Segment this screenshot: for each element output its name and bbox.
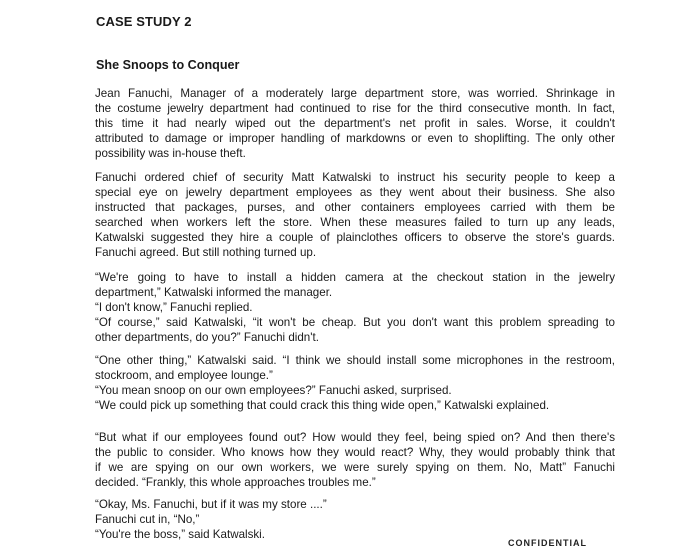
paragraph-line: department,” Katwalski informed the manager.	[95, 286, 333, 300]
paragraph-line: “You're the boss,” said Katwalski.	[95, 528, 265, 542]
paragraph-line: “Okay, Ms. Fanuchi, but if it was my store ....”	[95, 498, 327, 511]
paragraph-line: Fanuchi ordered chief of security Matt Katwalski to instruct his security people to keep a	[95, 171, 615, 184]
paragraph-line: the costume jewelry department had continued to rise for the third consecutive month. In fact,	[95, 102, 615, 116]
paragraph-line: attributed to damage or improper handling of markdowns or even to shoplifting. The only other	[95, 132, 615, 146]
paragraph-line: decided. “Frankly, this whole approaches troubles me.”	[95, 476, 376, 490]
paragraph-line: special eye on jewelry department employees as they went about their business. She also	[95, 186, 615, 200]
paragraph-line: “We could pick up something that could crack this thing wide open,” Katwalski explained.	[95, 399, 550, 413]
paragraph-line: possibility was in-house theft.	[95, 147, 246, 161]
paragraph-line: Fanuchi agreed. But still nothing turned up.	[95, 246, 317, 260]
paragraph-line: the public to consider. Who knows how they would react? Why, they would probably think that	[95, 446, 615, 460]
paragraph-line: stockroom, and employee lounge.”	[95, 369, 273, 383]
paragraph-line: “We're going to have to install a hidden camera at the checkout station in the jewelry	[95, 271, 615, 284]
paragraph-line: “You mean snoop on our own employees?” Fanuchi asked, surprised.	[95, 384, 452, 398]
paragraph-line: Katwalski suggested they hire a couple of plainclothes officers to observe the store's guards.	[95, 231, 615, 245]
paragraph-line: searched when workers left the store. When these measures failed to turn up any leads,	[95, 216, 615, 230]
paragraph-2	[95, 170, 615, 261]
paragraph-line: “One other thing,” Katwalski said. “I think we should install some microphones in the restroom,	[95, 354, 615, 367]
paragraph-line: Fanuchi cut in, “No,”	[95, 513, 200, 527]
paragraph-line: “But what if our employees found out? How would they feel, being spied on? And then there's	[95, 431, 615, 444]
paragraph-3	[95, 270, 615, 345]
footer-confidential-mark: CONFIDENTIAL	[508, 538, 587, 548]
paragraph-line: “Of course,” said Katwalski, “it won't be cheap. But you don't want this problem spreading to	[95, 316, 615, 330]
case-study-label: CASE STUDY 2	[96, 14, 192, 29]
paragraph-1	[95, 86, 615, 161]
story-title: She Snoops to Conquer	[96, 58, 240, 72]
paragraph-line: other departments, do you?” Fanuchi didn't.	[95, 331, 319, 345]
paragraph-6	[95, 497, 615, 542]
paragraph-line: this time it had nearly wiped out the department's net profit in sales. Worse, it couldn't	[95, 117, 615, 131]
paragraph-line: Jean Fanuchi, Manager of a moderately large department store, was worried. Shrinkage in	[95, 87, 615, 100]
paragraph-line: “I don't know,” Fanuchi replied.	[95, 301, 253, 315]
paragraph-line: instructed that packages, purses, and other containers employees carried with them be	[95, 201, 615, 215]
paragraph-line: if we are spying on our own workers, we were surely spying on them. No, Matt” Fanuchi	[95, 461, 615, 475]
paragraph-4	[95, 353, 615, 413]
paragraph-5	[95, 430, 615, 490]
